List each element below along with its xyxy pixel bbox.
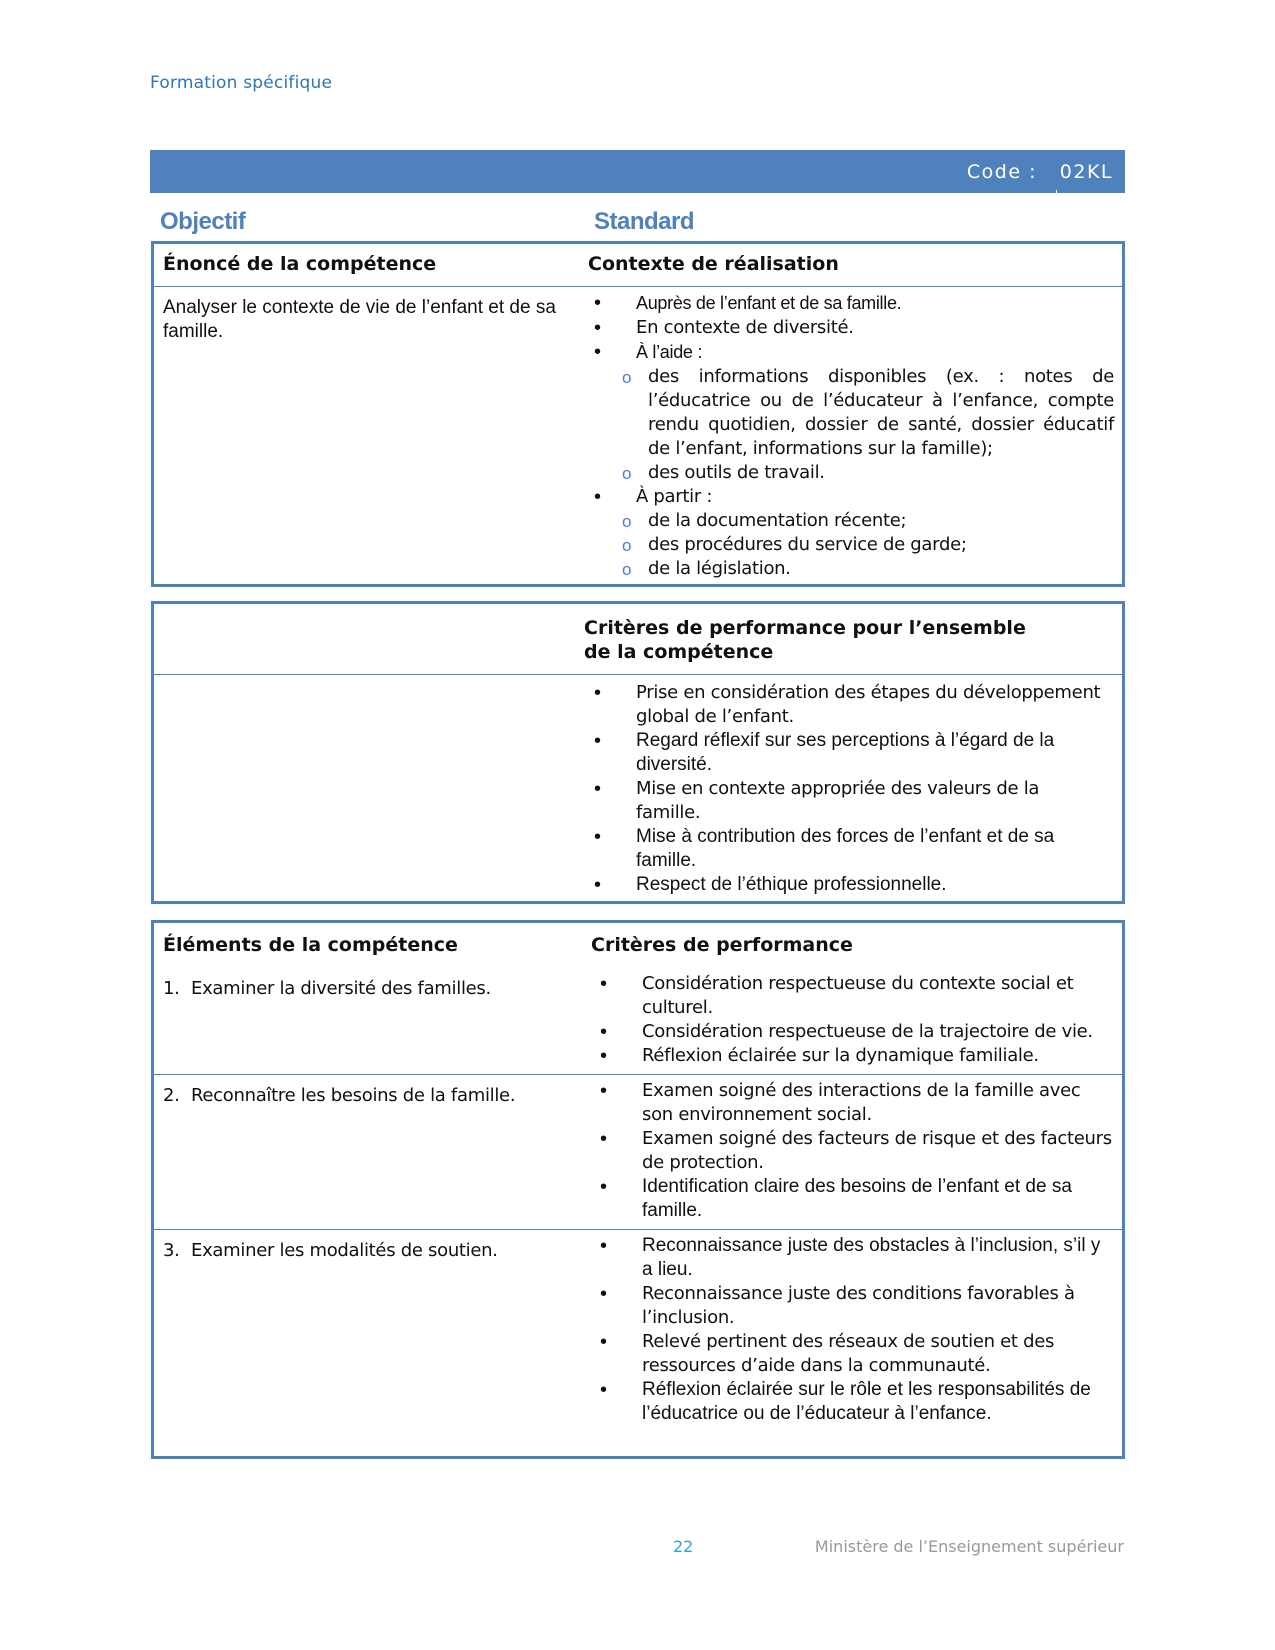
enonce-text: Analyser le contexte de vie de l’enfant et de sa famille.	[163, 297, 556, 342]
global-criteria-table	[151, 601, 1125, 904]
contexte-item-text: À partir :	[636, 486, 713, 507]
contexte-item	[588, 340, 1114, 365]
element-number: 2.	[163, 1085, 180, 1106]
criteria-header: Critères de performance	[591, 934, 853, 956]
criteria-list	[594, 1079, 1114, 1223]
criterion-item: • Relevé pertinent des réseaux de soutien et des ressources d’aide dans la communauté.	[594, 1330, 1114, 1378]
global-criteria-header-line1: Critères de performance pour l’ensemble	[584, 617, 1026, 639]
global-criterion: • Regard réflexif sur ses perceptions à l’égard de la diversité.	[588, 729, 1102, 777]
criteria-list	[594, 1234, 1114, 1426]
table-row	[154, 968, 1122, 1074]
element-text: Examiner les modalités de soutien.	[191, 1240, 498, 1261]
table-header-row	[154, 244, 1122, 286]
element-text: Examiner la diversité des familles.	[191, 978, 491, 999]
contexte-header: Contexte de réalisation	[588, 253, 839, 275]
criteria-list	[594, 972, 1114, 1068]
elements-criteria-table	[151, 920, 1125, 1459]
global-criterion: • Respect de l’éthique professionnelle.	[588, 873, 1102, 897]
running-header-title: Formation spécifique	[150, 73, 333, 93]
contexte-subitem: o des outils de travail.	[588, 461, 1114, 485]
contexte-sublist	[588, 365, 1114, 485]
element-text: Reconnaître les besoins de la famille.	[191, 1085, 516, 1106]
code-bar	[150, 150, 1125, 193]
criterion-item: • Identification claire des besoins de l’enfant et de sa famille.	[594, 1175, 1114, 1223]
contexte-item-text: Auprès de l’enfant et de sa famille.	[636, 293, 902, 313]
criterion-item: • Considération respectueuse du contexte social et culturel.	[594, 972, 1114, 1020]
global-criteria-header-line2: de la compétence	[584, 641, 774, 663]
criterion-item: • Reconnaissance juste des conditions favorables à l’inclusion.	[594, 1282, 1114, 1330]
criterion-item: • Réflexion éclairée sur la dynamique familiale.	[594, 1044, 1114, 1068]
contexte-subitem: o des informations disponibles (ex. : notes de l’éducatrice ou de l’éducateur à l’enfance, compte rendu quotidien, dossier de santé, dossier éducatif de l’enfant, informations sur la famille);	[588, 365, 1114, 461]
contexte-item	[588, 485, 1114, 509]
table-header-row	[154, 923, 1122, 968]
table-row	[154, 1229, 1122, 1432]
elements-rows	[154, 968, 1122, 1432]
code-value: 02KL	[1059, 161, 1113, 183]
code-separator	[1056, 190, 1057, 193]
enonce-header: Énoncé de la compétence	[163, 253, 437, 275]
table-header-row	[154, 604, 1122, 674]
element-number: 1.	[163, 978, 180, 999]
contexte-item-text: En contexte de diversité.	[636, 317, 854, 338]
section-title-objectif: Objectif	[160, 208, 246, 235]
contexte-list	[588, 291, 1114, 581]
table-row	[154, 674, 1122, 903]
contexte-sublist	[588, 509, 1114, 581]
competence-context-table	[151, 241, 1125, 587]
footer-organization: Ministère de l’Enseignement supérieur	[814, 1537, 1124, 1556]
global-criteria-list	[588, 681, 1102, 897]
contexte-subitem: o des procédures du service de garde;	[588, 533, 1114, 557]
contexte-item	[588, 316, 1114, 340]
global-criterion: • Mise en contexte appropriée des valeurs de la famille.	[588, 777, 1102, 825]
table-row	[154, 286, 1122, 587]
elements-header: Éléments de la compétence	[163, 934, 458, 956]
contexte-subitem: o de la législation.	[588, 557, 1114, 581]
criterion-item: • Examen soigné des interactions de la famille avec son environnement social.	[594, 1079, 1114, 1127]
code-label: Code :	[966, 161, 1037, 183]
section-title-standard: Standard	[594, 208, 695, 235]
global-criterion: • Prise en considération des étapes du développement global de l’enfant.	[588, 681, 1102, 729]
page-number: 22	[673, 1537, 694, 1556]
contexte-subitem: o de la documentation récente;	[588, 509, 1114, 533]
contexte-item-text: À l’aide :	[636, 342, 703, 362]
table-row	[154, 1074, 1122, 1229]
criterion-item: • Reconnaissance juste des obstacles à l’inclusion, s’il y a lieu.	[594, 1234, 1114, 1282]
contexte-item	[588, 291, 1114, 316]
element-number: 3.	[163, 1240, 180, 1261]
global-criterion: • Mise à contribution des forces de l’enfant et de sa famille.	[588, 825, 1102, 873]
criterion-item: • Considération respectueuse de la trajectoire de vie.	[594, 1020, 1114, 1044]
criterion-item: • Réflexion éclairée sur le rôle et les responsabilités de l’éducatrice ou de l’éducateur à l’enfance.	[594, 1378, 1114, 1426]
criterion-item: • Examen soigné des facteurs de risque et des facteurs de protection.	[594, 1127, 1114, 1175]
